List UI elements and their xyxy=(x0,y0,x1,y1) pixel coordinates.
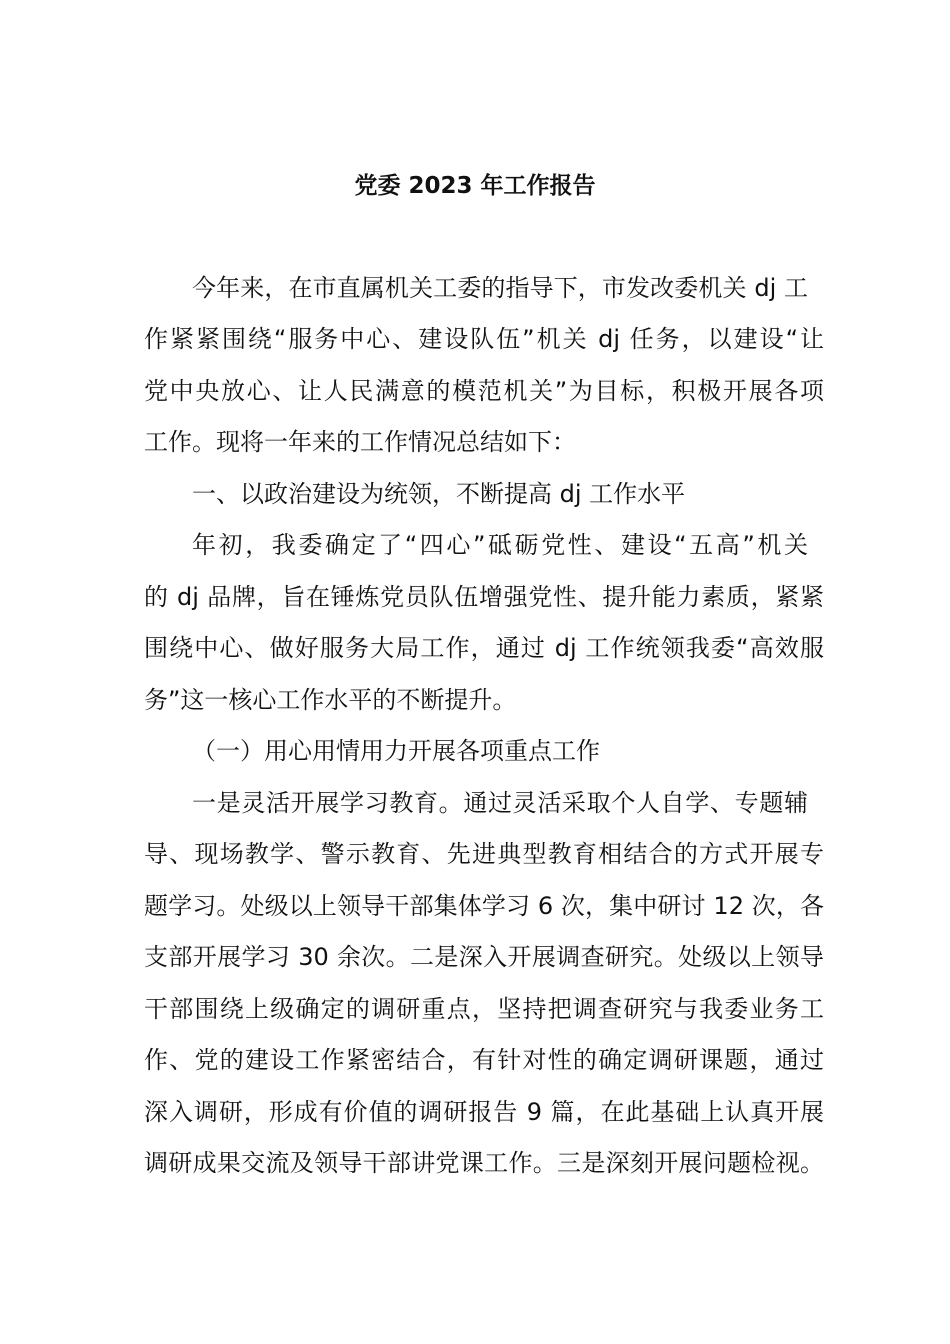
paragraph-line: 作紧紧围绕“服务中心、建设队伍”机关 dj 任务，以建设“让 xyxy=(144,325,824,353)
paragraph-line: 党中央放心、让人民满意的模范机关”为目标，积极开展各项 xyxy=(144,377,824,405)
paragraph-line: 今年来，在市直属机关工委的指导下，市发改委机关 dj 工 xyxy=(192,274,808,302)
paragraph-line: 一是灵活开展学习教育。通过灵活采取个人自学、专题辅 xyxy=(192,789,808,817)
paragraph-line: 导、现场教学、警示教育、先进典型教育相结合的方式开展专 xyxy=(144,840,824,868)
subsection-heading: （一）用心用情用力开展各项重点工作 xyxy=(192,737,600,765)
paragraph-line: 作、党的建设工作紧密结合，有针对性的确定调研课题，通过 xyxy=(144,1046,824,1074)
paragraph-line: 支部开展学习 30 余次。二是深入开展调查研究。处级以上领导 xyxy=(144,943,824,971)
section-heading: 一、以政治建设为统领，不断提高 dj 工作水平 xyxy=(192,480,686,508)
paragraph-line: 的 dj 品牌，旨在锤炼党员队伍增强党性、提升能力素质，紧紧 xyxy=(144,583,824,611)
document-title: 党委 2023 年工作报告 xyxy=(354,173,596,199)
paragraph-line: 干部围绕上级确定的调研重点，坚持把调查研究与我委业务工 xyxy=(144,995,824,1023)
paragraph-line: 围绕中心、做好服务大局工作，通过 dj 工作统领我委“高效服 xyxy=(144,634,824,662)
paragraph-line: 题学习。处级以上领导干部集体学习 6 次，集中研讨 12 次，各 xyxy=(144,892,824,920)
paragraph-line: 工作。现将一年来的工作情况总结如下： xyxy=(144,428,576,456)
paragraph-line: 调研成果交流及领导干部讲党课工作。三是深刻开展问题检视。 xyxy=(144,1149,824,1177)
paragraph-line: 务”这一核心工作水平的不断提升。 xyxy=(144,686,517,714)
paragraph-line: 深入调研，形成有价值的调研报告 9 篇，在此基础上认真开展 xyxy=(144,1098,824,1126)
paragraph-line: 年初，我委确定了“四心”砥砺党性、建设“五高”机关 xyxy=(192,531,808,559)
